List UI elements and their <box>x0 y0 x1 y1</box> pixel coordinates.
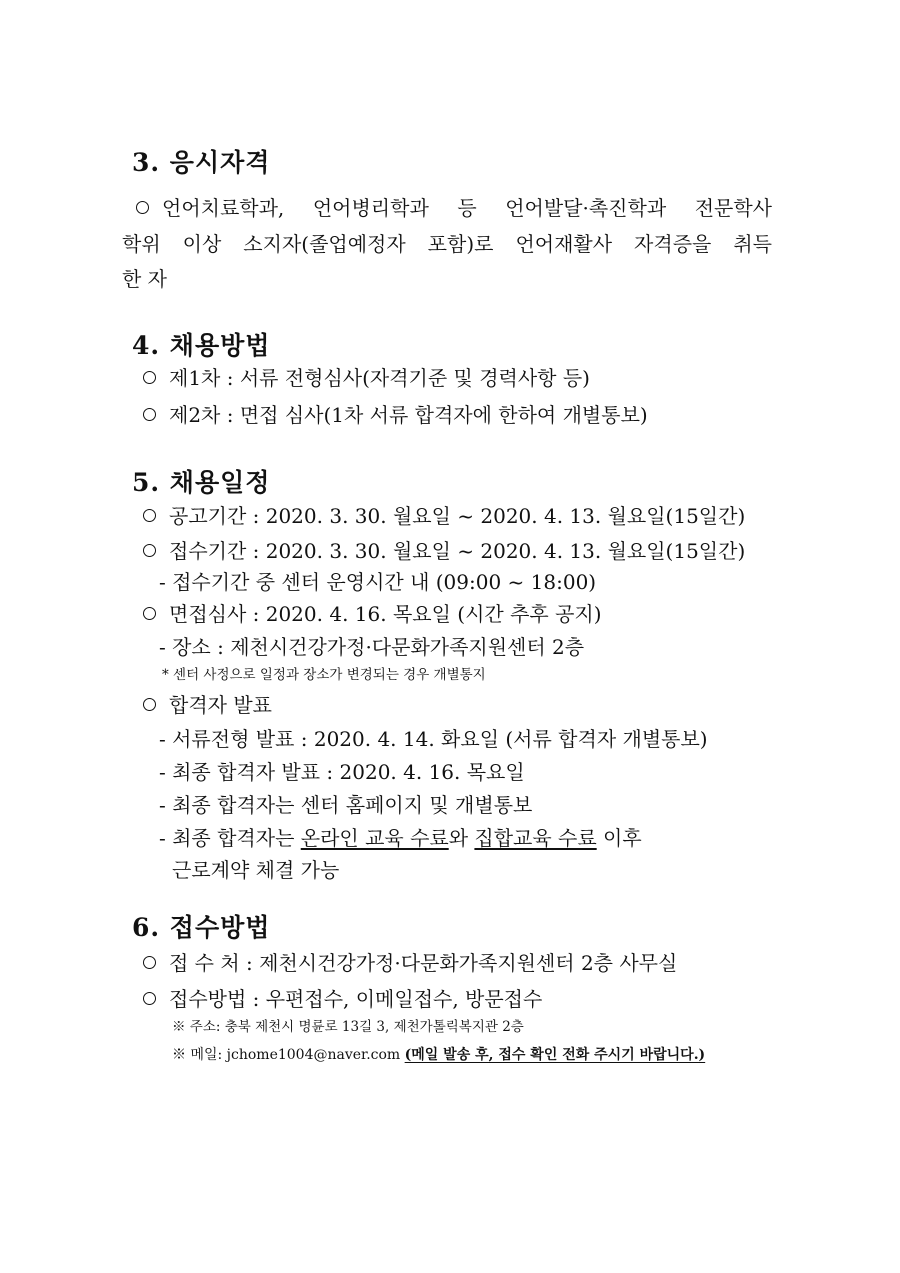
bullet-circle-icon <box>136 201 149 214</box>
section-5-item-2-sub: - 접수기간 중 센터 운영시간 내 (09:00 ~ 18:00) <box>159 570 597 594</box>
section-5-item-4-sub-1: - 서류전형 발표 : 2020. 4. 14. 화요일 (서류 합격자 개별통보) <box>159 727 708 751</box>
section-4-item-2: 제2차 : 면접 심사(1차 서류 합격자에 한하여 개별통보) <box>143 402 648 428</box>
section-5-heading: 5. 채용일정 <box>132 468 271 497</box>
bullet-circle-icon <box>143 956 156 969</box>
section-6-item-1: 접 수 처 : 제천시건강가정·다문화가족지원센터 2층 사무실 <box>143 950 677 976</box>
section-6-note-address: ※ 주소: 충북 제천시 명륜로 13길 3, 제천가톨릭복지관 2층 <box>172 1019 524 1035</box>
section-6-note-mail: ※ 메일: jchome1004@naver.com (메일 발송 후, 접수 확인 전화 주시기 바랍니다.) <box>172 1047 706 1063</box>
bullet-circle-icon <box>143 371 156 384</box>
section-3-heading: 3. 응시자격 <box>132 148 271 177</box>
bullet-circle-icon <box>143 544 156 557</box>
section-5-item-4-sub-4-cont: 근로계약 체결 가능 <box>172 858 340 882</box>
section-5-item-2: 접수기간 : 2020. 3. 30. 월요일 ~ 2020. 4. 13. 월요일(15일간) <box>143 538 745 564</box>
section-5-item-4-sub-2: - 최종 합격자 발표 : 2020. 4. 16. 목요일 <box>159 760 525 784</box>
section-5-note: * 센터 사정으로 일정과 장소가 변경되는 경우 개별통지 <box>162 667 486 683</box>
section-3-line-2: 학위 이상 소지자(졸업예정자 포함)로 언어재활사 자격증을 취득 <box>122 232 772 256</box>
section-5-item-1: 공고기간 : 2020. 3. 30. 월요일 ~ 2020. 4. 13. 월요일(15일간) <box>143 503 745 529</box>
bullet-circle-icon <box>143 698 156 711</box>
section-5-item-4-sub-3: - 최종 합격자는 센터 홈페이지 및 개별통보 <box>159 793 533 817</box>
section-5-item-4-sub-4: - 최종 합격자는 온라인 교육 수료와 집합교육 수료 이후 <box>159 826 642 850</box>
section-6-heading: 6. 접수방법 <box>132 913 271 942</box>
section-4-heading: 4. 채용방법 <box>132 331 271 360</box>
bullet-circle-icon <box>143 408 156 421</box>
bullet-circle-icon <box>143 509 156 522</box>
underlined-online-training: 온라인 교육 수료 <box>300 826 449 850</box>
section-5-item-3: 면접심사 : 2020. 4. 16. 목요일 (시간 추후 공지) <box>143 601 602 627</box>
section-6-item-2: 접수방법 : 우편접수, 이메일접수, 방문접수 <box>143 986 542 1012</box>
section-5-item-3-sub: - 장소 : 제천시건강가정·다문화가족지원센터 2층 <box>159 635 585 659</box>
section-3-line-3: 한 자 <box>122 267 167 291</box>
mail-confirm-notice: (메일 발송 후, 접수 확인 전화 주시기 바랍니다.) <box>404 1047 706 1063</box>
bullet-circle-icon <box>143 607 156 620</box>
underlined-group-training: 집합교육 수료 <box>474 826 597 850</box>
section-5-item-4: 합격자 발표 <box>143 692 272 718</box>
bullet-circle-icon <box>143 992 156 1005</box>
section-4-item-1: 제1차 : 서류 전형심사(자격기준 및 경력사항 등) <box>143 365 590 391</box>
section-3-line-1: 언어치료학과, 언어병리학과 등 언어발달·촉진학과 전문학사 <box>122 195 772 221</box>
